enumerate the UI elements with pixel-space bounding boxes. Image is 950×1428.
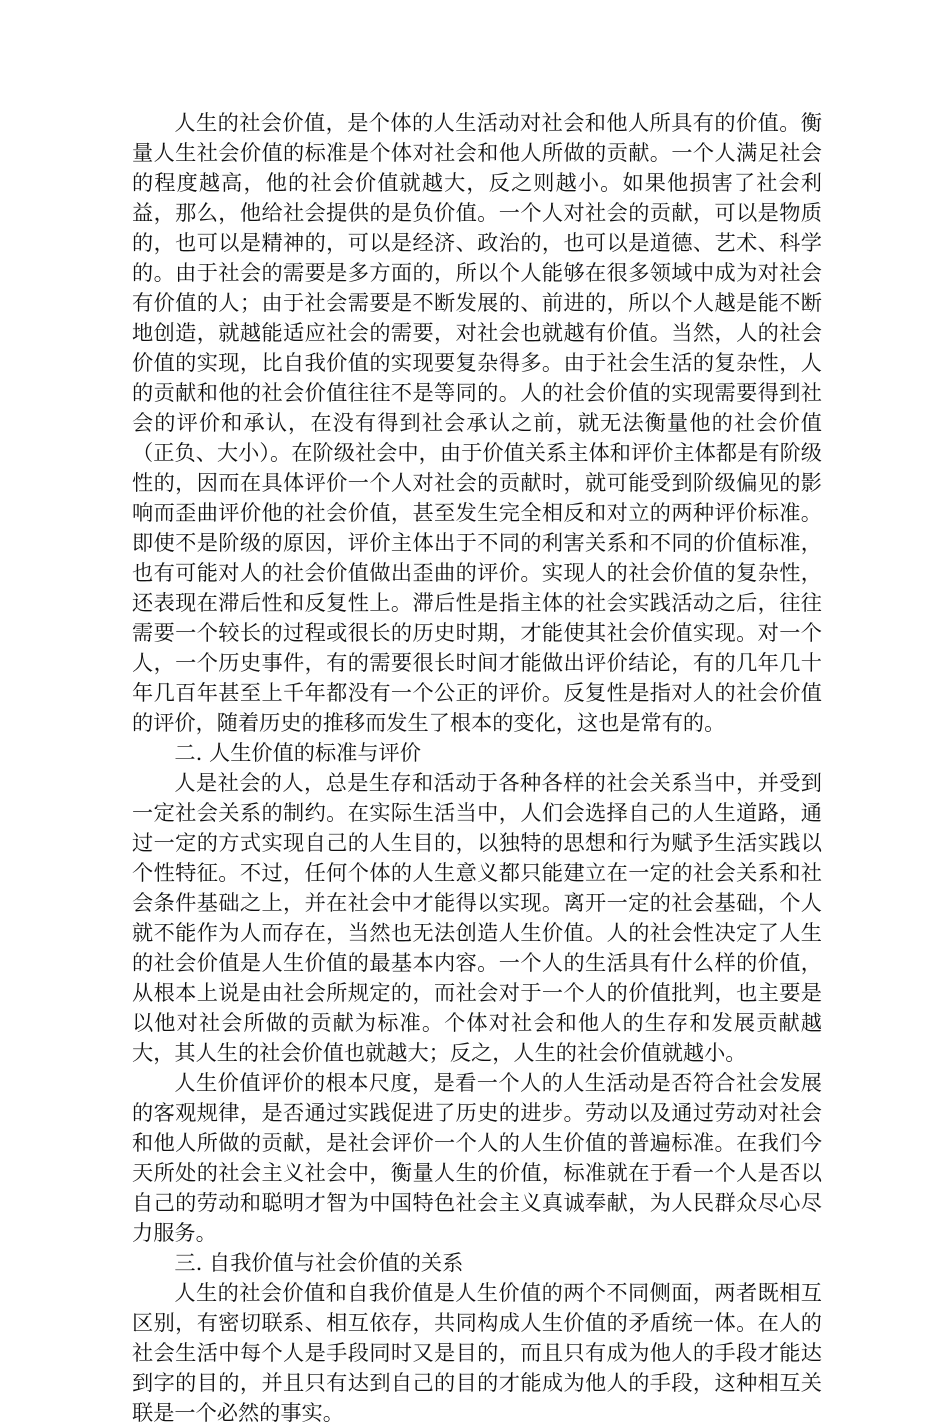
document-body: [132, 108, 822, 1428]
paragraph-evaluation-measure: 人生价值评价的根本尺度，是看一个人的人生活动是否符合社会发展的客观规律，是否通过实践促进了历史的进步。劳动以及通过劳动对社会和他人所做的贡献，是社会评价一个人的人生价值的普遍标准。在我们今天所处的社会主义社会中，衡量人生的价值，标准就在于看一个人是否以自己的劳动和聪明才智为中国特色社会主义真诚奉献，为人民群众尽心尽力服务。: [132, 1070, 822, 1245]
paragraph-social-value: 人生的社会价值，是个体的人生活动对社会和他人所具有的价值。衡量人生社会价值的标准是个体对社会和他人所做的贡献。一个人满足社会的程度越高，他的社会价值就越大，反之则越小。如果他损害了社会利益，那么，他给社会提供的是负价值。一个人对社会的贡献，可以是物质的，也可以是精神的，可以是经济、政治的，也可以是道德、艺术、科学的。由于社会的需要是多方面的，所以个人能够在很多领域中成为对社会有价值的人；由于社会需要是不断发展的、前进的，所以个人越是能不断地创造，就越能适应社会的需要，对社会也就越有价值。当然，人的社会价值的实现，比自我价值的实现要复杂得多。由于社会生活的复杂性，人的贡献和他的社会价值往往不是等同的。人的社会价值的实现需要得到社会的评价和承认，在没有得到社会承认之前，就无法衡量他的社会价值（正负、大小）。在阶级社会中，由于价值关系主体和评价主体都是有阶级性的，因而在具体评价一个人对社会的贡献时，就可能受到阶级偏见的影响而歪曲评价他的社会价值，甚至发生完全相反和对立的两种评价标准。即使不是阶级的原因，评价主体出于不同的利害关系和不同的价值标准，也有可能对人的社会价值做出歪曲的评价。实现人的社会价值的复杂性，还表现在滞后性和反复性上。滞后性是指主体的社会实践活动之后，往往需要一个较长的过程或很长的历史时期，才能使其社会价值实现。对一个人，一个历史事件，有的需要很长时间才能做出评价结论，有的几年几十年几百年甚至上千年都没有一个公正的评价。反复性是指对人的社会价值的评价，随着历史的推移而发生了根本的变化，这也是常有的。: [132, 110, 822, 735]
paragraph-social-nature: 人是社会的人，总是生存和活动于各种各样的社会关系当中，并受到一定社会关系的制约。在实际生活当中，人们会选择自己的人生道路，通过一定的方式实现自己的人生目的，以独特的思想和行为赋予生活实践以个性特征。不过，任何个体的人生意义都只能建立在一定的社会关系和社会条件基础之上，并在社会中才能得以实现。离开一定的社会基础，个人就不能作为人而存在，当然也无法创造人生价值。人的社会性决定了人生的社会价值是人生价值的最基本内容。一个人的生活具有什么样的价值，从根本上说是由社会所规定的，而社会对于一个人的价值批判，也主要是以他对社会所做的贡献为标准。个体对社会和他人的生存和发展贡献越大，其人生的社会价值也就越大；反之，人生的社会价值就越小。: [132, 770, 822, 1065]
section-heading-self-social-relation: 三. 自我价值与社会价值的关系: [174, 1250, 464, 1275]
section-heading-standard-evaluation: 二. 人生价值的标准与评价: [174, 740, 421, 765]
paragraph-self-social-relation: 人生的社会价值和自我价值是人生价值的两个不同侧面，两者既相互区别，有密切联系、相互依存，共同构成人生价值的矛盾统一体。在人的社会生活中每个人是手段同时又是目的，而且只有成为他人的手段才能达到字的目的，并且只有达到自己的目的才能成为他人的手段，这种相互关联是一个必然的事实。: [132, 1280, 822, 1425]
